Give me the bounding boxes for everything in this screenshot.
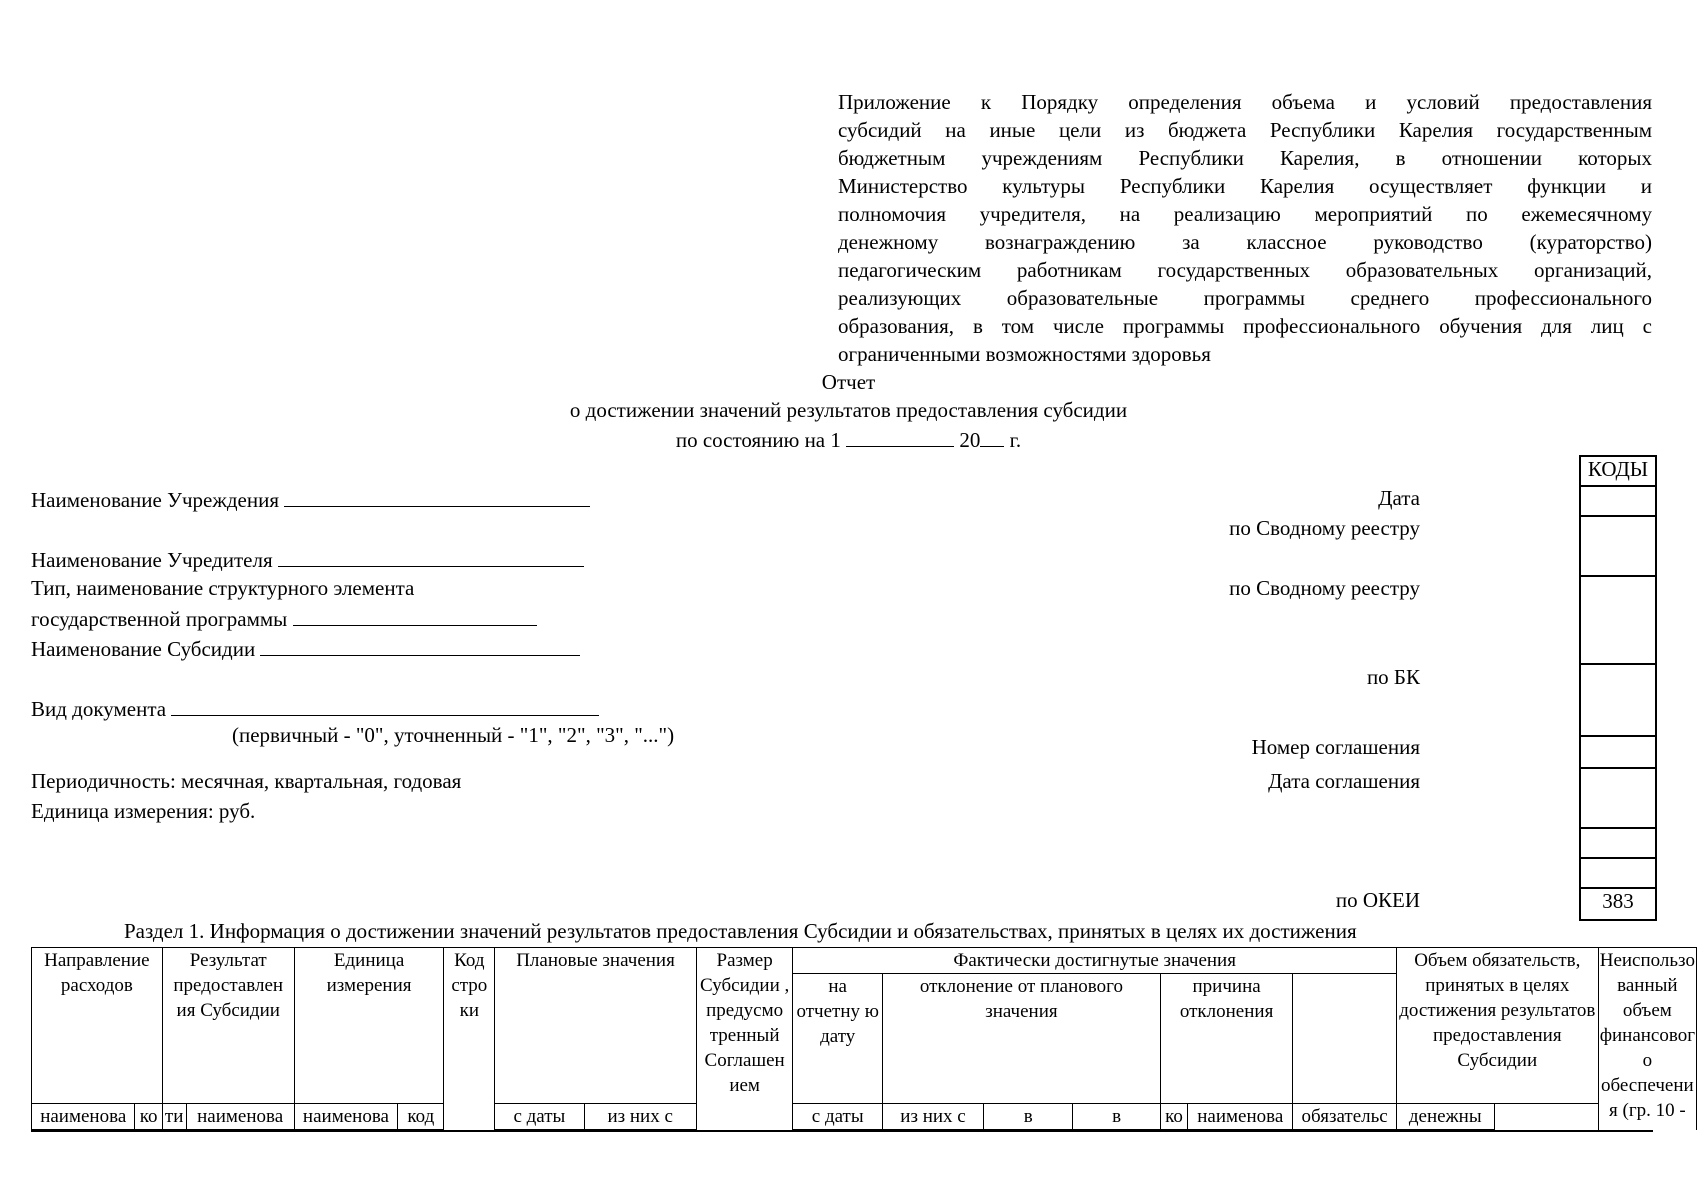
codes-header: КОДЫ (1581, 457, 1655, 487)
founder-field (31, 546, 584, 573)
sub-v: в (1073, 1104, 1160, 1130)
table-bottom-border (31, 1130, 1653, 1132)
codes-registry-cell-2[interactable] (1581, 577, 1655, 665)
sub-name: наименова (32, 1104, 135, 1130)
h-reason: причина отклонения (1160, 974, 1293, 1104)
date-month-blank[interactable] (846, 426, 954, 447)
sub-of-which: из них с (584, 1104, 696, 1130)
program-type-field (31, 605, 537, 632)
codes-agreement-no-cell[interactable] (1581, 737, 1655, 769)
annex-line: Приложение к Порядку определения объема и условий предоставления (838, 90, 1652, 114)
program-type-blank[interactable] (293, 605, 537, 626)
sub-name: наименова (1188, 1104, 1293, 1130)
codes-registry-label-2: по Сводному реестру (1229, 576, 1420, 600)
sub-name: наименова (186, 1104, 294, 1130)
sub-code: ко (1160, 1104, 1187, 1130)
program-type-label-1: Тип, наименование структурного элемента (31, 576, 415, 600)
codes-okei-cell: 383 (1581, 889, 1655, 921)
doc-type-label: Вид документа (31, 697, 167, 721)
report-title: Отчет (821, 370, 876, 394)
doc-type-hint: (первичный - "0", уточненный - "1", "2", "3", "...") (232, 723, 675, 747)
h-actual: Фактически достигнутые значения (793, 948, 1396, 974)
codes-bk-cell[interactable] (1581, 665, 1655, 737)
institution-label: Наименование Учреждения (31, 488, 279, 512)
h-unit: Единица измерения (294, 948, 444, 1104)
h-size: Размер Субсидии , предусмо тренный Соглашен ием (696, 948, 793, 1130)
h-plan: Плановые значения (495, 948, 697, 1104)
annex-line: реализующих образовательные программы среднего профессионального (838, 286, 1652, 310)
sub-obligations: обязательс (1293, 1104, 1396, 1130)
section1-title: Раздел 1. Информация о достижении значений результатов предоставления Субсидии и обязательствах, принятых в целях их достижения (124, 919, 1357, 943)
codes-okei-label: по ОКЕИ (1335, 888, 1420, 912)
annex-line: бюджетным учреждениям Республики Карелия, в отношении которых (838, 146, 1652, 170)
codes-agreement-date-label: Дата соглашения (1268, 769, 1420, 793)
annex-line: субсидий на иные цели из бюджета Республики Карелия государственным (838, 118, 1652, 142)
report-subtitle: о достижении значений результатов предоставления субсидии (569, 398, 1128, 422)
report-date-line (0, 426, 1697, 453)
codes-empty-cell-2[interactable] (1581, 859, 1655, 889)
h-result: Результат предоставлен ия Субсидии (162, 948, 294, 1104)
codes-agreement-date-cell[interactable] (1581, 769, 1655, 829)
annex-line: полномочия учредителя, на реализацию мероприятий по ежемесячному (838, 202, 1652, 226)
subsidy-blank[interactable] (260, 635, 580, 656)
founder-label: Наименование Учредителя (31, 548, 273, 572)
codes-date-label: Дата (1378, 486, 1420, 510)
annex-line: ограниченными возможностями здоровья (838, 342, 1211, 366)
annex-line: денежному вознаграждению за классное руководство (кураторство) (838, 230, 1652, 254)
sub-money: денежны (1396, 1104, 1494, 1130)
sub-of-which: из них с (882, 1104, 983, 1130)
date-suffix: г. (1009, 428, 1022, 452)
sub-code: код (398, 1104, 444, 1130)
annex-line: педагогическим работникам государственных образовательных организаций, (838, 258, 1652, 282)
sub-from-date: с даты (495, 1104, 584, 1130)
h-on-date: на отчетну ю дату (793, 974, 883, 1104)
codes-empty-cell-1[interactable] (1581, 829, 1655, 859)
sub-from-date: с даты (793, 1104, 883, 1130)
doc-type-blank[interactable] (171, 695, 599, 716)
codes-registry-label-1: по Сводному реестру (1229, 516, 1420, 540)
annex-text (838, 88, 1652, 368)
sub-name: наименова (294, 1104, 397, 1130)
unit-label: Единица измерения: руб. (31, 799, 256, 823)
annex-line: образования, в том числе программы профессионального обучения для лиц с (838, 314, 1652, 338)
date-year: 20 (959, 428, 981, 452)
institution-blank[interactable] (284, 486, 590, 507)
codes-box (1579, 455, 1657, 921)
periodicity-label: Периодичность: месячная, квартальная, годовая (31, 769, 462, 793)
section1-table (31, 947, 1697, 1130)
sub-code: ко (135, 1104, 162, 1130)
h-obligations: Объем обязательств, принятых в целях достижения результатов предоставления Субсидии (1396, 948, 1598, 1104)
institution-field (31, 486, 590, 513)
codes-registry-cell-1[interactable] (1581, 517, 1655, 577)
codes-agreement-no-label: Номер соглашения (1251, 735, 1420, 759)
sub-type: ти (162, 1104, 186, 1130)
subsidy-field (31, 635, 580, 662)
h-direction: Направление расходов (32, 948, 163, 1104)
h-deviation: отклонение от планового значения (882, 974, 1160, 1104)
codes-date-cell[interactable] (1581, 487, 1655, 517)
h-code: Код стро ки (444, 948, 495, 1130)
date-prefix: по состоянию на 1 (675, 428, 841, 452)
subsidy-label: Наименование Субсидии (31, 637, 256, 661)
codes-bk-label: по БК (1366, 665, 1420, 689)
doc-type-field (31, 695, 599, 722)
date-year-blank[interactable] (980, 426, 1004, 447)
founder-blank[interactable] (278, 546, 584, 567)
sub-v: в (984, 1104, 1073, 1130)
h-unused: Неиспользо ванный объем финансовог о обеспечени я (гр. 10 - (1598, 948, 1696, 1130)
program-type-label-2: государственной программы (31, 607, 288, 631)
annex-line: Министерство культуры Республики Карелия осуществляет функции и (838, 174, 1652, 198)
